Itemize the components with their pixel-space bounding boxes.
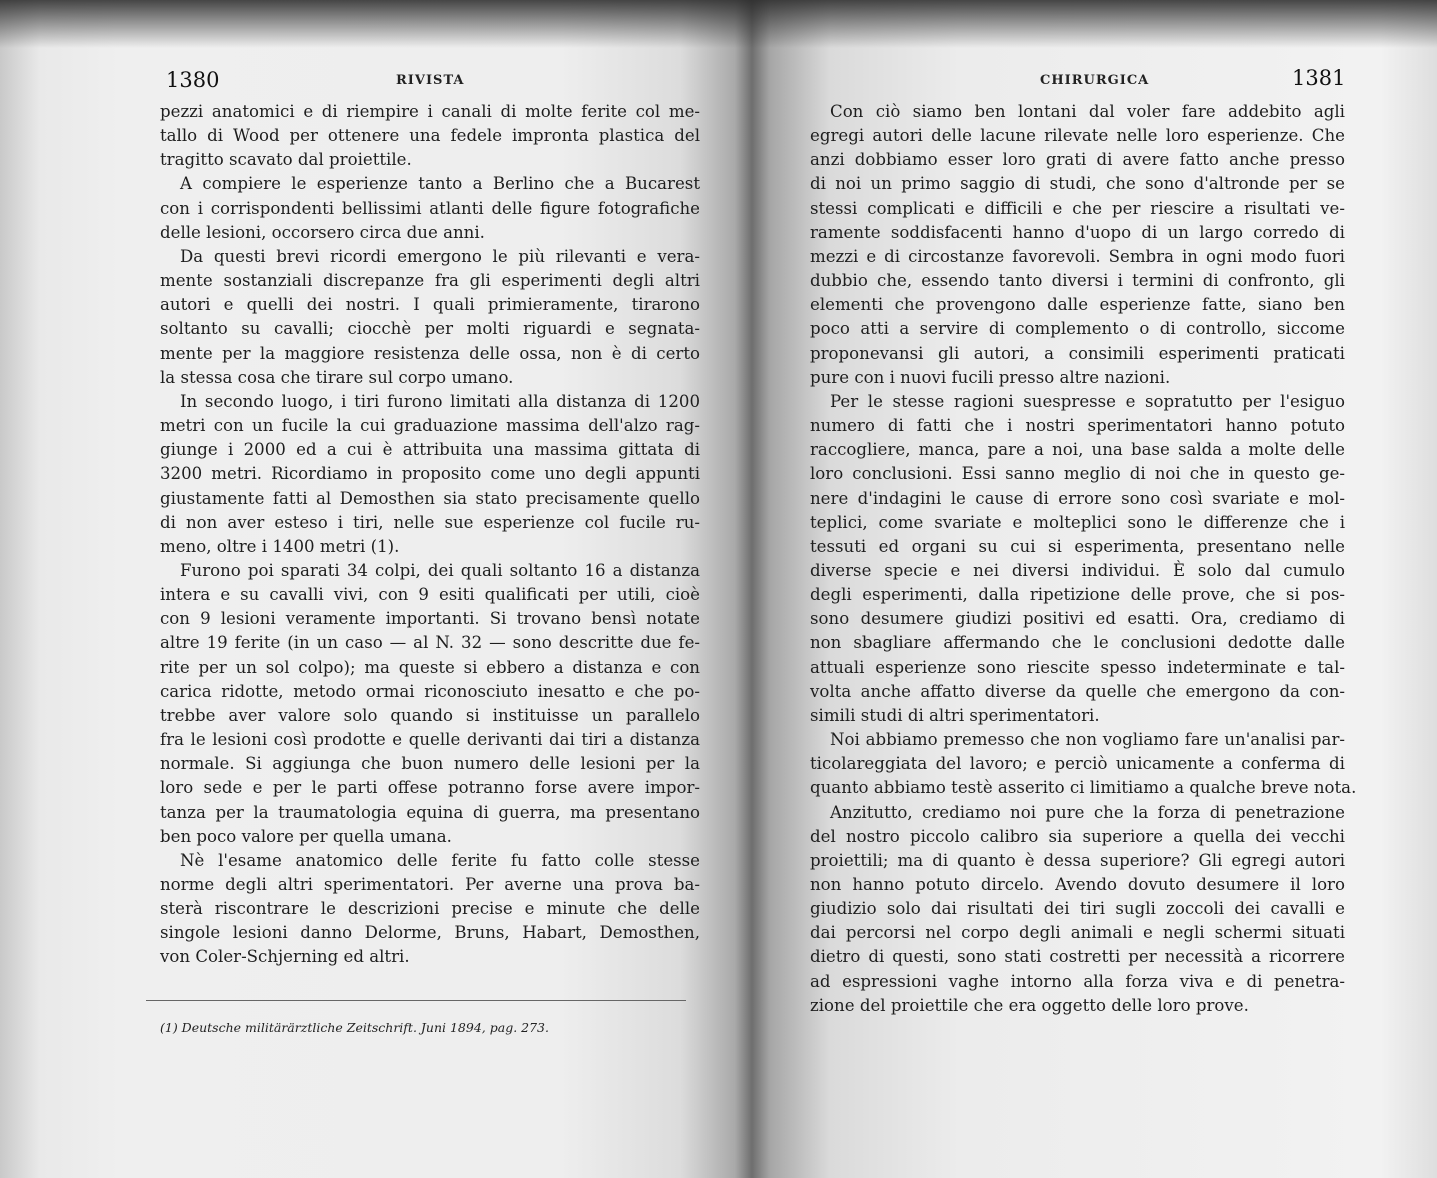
text-line: rite per un sol colpo); ma queste si ebbero a distanza e con [160,657,700,677]
text-line: autori e quelli dei nostri. I quali primieramente, tirarono [160,295,700,315]
right-body-text [810,100,1357,1018]
text-line: carica ridotte, metodo ormai riconosciuto inesatto e che po- [160,681,700,701]
text-line: fra le lesioni così prodotte e quelle derivanti dai tiri a distanza [160,730,700,750]
text-line: poco atti a servire di complemento o di controllo, siccome [810,319,1345,339]
text-line: tragitto scavato dal proiettile. [160,150,412,170]
text-line: Da questi brevi ricordi emergono le più rilevanti e vera- [180,246,700,266]
text-line: proponevansi gli autori, a consimili esperimenti praticati [810,343,1345,363]
text-line: con i corrispondenti bellissimi atlanti delle figure fotografiche [160,198,700,218]
left-paragraph [160,172,700,244]
text-line: altre 19 ferite (in un caso — al N. 32 — sono descritte due fe- [160,633,700,653]
text-line: mente sostanziali discrepanze fra gli esperimenti degli altri [160,271,700,291]
text-line: In secondo luogo, i tiri furono limitati alla distanza di 1200 [180,391,700,411]
text-line: tallo di Wood per ottenere una fedele impronta plastica del [160,126,700,146]
left-paragraph [160,559,700,849]
text-line: ramente soddisfacenti hanno d'uopo di un largo corredo di [810,222,1345,242]
text-line: tanza per la traumatologia equina di guerra, ma presentano [160,802,700,822]
left-paragraph [160,100,700,172]
left-paragraph [160,849,700,970]
text-line: giudizio solo dai risultati dei tiri sugli zoccoli dei cavalli e [810,899,1345,919]
text-line: diverse specie e nei diversi individui. È solo dal cumulo [810,560,1345,580]
text-line: di non aver esteso i tiri, nelle sue esperienze col fucile ru- [160,512,700,532]
text-line: von Coler-Schjerning ed altri. [160,947,410,967]
text-line: A compiere le esperienze tanto a Berlino che a Bucarest [180,174,700,194]
text-line: Anzitutto, crediamo noi pure che la forza di penetrazione [830,802,1345,822]
text-line: soltanto su cavalli; ciocchè per molti riguardi e segnata- [160,319,700,339]
text-line: del nostro piccolo calibro sia superiore a quella dei vecchi [810,826,1345,846]
text-line: simili studi di altri sperimentatori. [810,705,1100,725]
text-line: egregi autori delle lacune rilevate nelle loro esperienze. Che [810,126,1345,146]
text-line: Per le stesse ragioni suespresse e sopratutto per l'esiguo [830,391,1345,411]
right-paragraph [810,728,1357,800]
left-body-text [160,100,700,970]
right-paragraph [810,390,1345,728]
left-footnote: (1) Deutsche militärärztliche Zeitschrift. Juni 1894, pag. 273. [160,1020,549,1035]
right-page-number: 1381 [1292,66,1346,90]
text-line: pure con i nuovi fucili presso altre nazioni. [810,367,1171,387]
text-line: giustamente fatti al Demosthen sia stato precisamente quello [160,488,700,508]
text-line: trebbe aver valore solo quando si instituisse un parallelo [160,705,700,725]
text-line: delle lesioni, occorsero circa due anni. [160,222,485,242]
text-line: elementi che provengono dalle esperienze fatte, siano ben [810,295,1345,315]
text-line: attuali esperienze sono riescite spesso indeterminate e tal- [810,657,1345,677]
text-line: degli esperimenti, dalla ripetizione delle prove, che si pos- [810,585,1345,605]
text-line: singole lesioni danno Delorme, Bruns, Habart, Demosthen, [160,923,700,943]
left-paragraph [160,245,700,390]
text-line: giunge i 2000 ed a cui è attribuita una massima gittata di [160,440,700,460]
text-line: proiettili; ma di quanto è dessa superiore? Gli egregi autori [810,850,1345,870]
text-line: non hanno potuto dircelo. Avendo dovuto desumere il loro [810,875,1345,894]
text-line: mente per la maggiore resistenza delle ossa, non è di certo [160,343,700,363]
right-page [760,0,1437,1178]
text-line: con 9 lesioni veramente importanti. Si trovano bensì notate [160,609,700,629]
text-line: ticolareggiata del lavoro; e perciò unicamente a conferma di [810,754,1345,774]
left-page-number: 1380 [166,68,220,92]
right-paragraph [810,801,1345,1018]
text-line: teplici, come svariate e molteplici sono le differenze che i [810,512,1345,532]
text-line: loro conclusioni. Essi sanno meglio di noi che in questo ge- [810,464,1345,484]
left-paragraph [160,390,700,559]
text-line: non sbagliare affermando che le conclusioni dedotte dalle [810,633,1345,653]
text-line: sterà riscontrare le descrizioni precise e minute che delle [160,899,700,919]
text-line: Con ciò siamo ben lontani dal voler fare addebito agli [830,102,1345,121]
text-line: Furono poi sparati 34 colpi, dei quali soltanto 16 a distanza [180,560,700,580]
text-line: meno, oltre i 1400 metri (1). [160,536,400,556]
right-running-head: CHIRURGICA [1040,73,1150,88]
text-line: zione del proiettile che era oggetto delle loro prove. [810,995,1249,1015]
text-line: di noi un primo saggio di studi, che sono d'altronde per se [810,174,1345,194]
text-line: loro sede e per le parti offese potranno forse avere impor- [160,778,700,798]
text-line: intera e su cavalli vivi, con 9 esiti qualificati per utili, cioè [160,585,700,605]
text-line: quanto abbiamo testè asserito ci limitiamo a qualche breve nota. [810,778,1357,798]
text-line: volta anche affatto diverse da quelle che emergono da con- [810,681,1345,701]
text-line: nere d'indagini le cause di errore sono così svariate e mol- [810,488,1345,508]
text-line: Noi abbiamo premesso che non vogliamo fare un'analisi par- [830,730,1345,750]
text-line: dubbio che, essendo tanto diversi i termini di confronto, gli [810,271,1345,291]
text-line: Nè l'esame anatomico delle ferite fu fatto colle stesse [180,850,700,870]
text-line: stessi complicati e difficili e che per riescire a risultati ve- [810,198,1345,218]
footnote-rule [146,1000,686,1001]
text-line: mezzi e di circostanze favorevoli. Sembra in ogni modo fuori [810,246,1345,266]
text-line: la stessa cosa che tirare sul corpo umano. [160,367,514,387]
text-line: tessuti ed organi su cui si esperimenta, presentano nelle [810,536,1345,556]
text-line: 3200 metri. Ricordiamo in proposito come uno degli appunti [160,464,700,484]
text-line: dai percorsi nel corpo degli animali e negli schermi situati [810,923,1345,943]
text-line: sono desumere giudizi positivi ed esatti. Ora, crediamo di [810,609,1345,629]
left-running-head: RIVISTA [396,73,465,88]
right-paragraph [810,100,1345,390]
text-line: dietro di questi, sono stati costretti per necessità a ricorrere [810,947,1345,967]
text-line: norme degli altri sperimentatori. Per averne una prova ba- [160,875,700,894]
text-line: ad espressioni vaghe intorno alla forza viva e di penetra- [810,971,1345,991]
text-line: anzi dobbiamo esser loro grati di avere fatto anche presso [810,150,1345,170]
text-line: normale. Si aggiunga che buon numero delle lesioni per la [160,754,700,774]
text-line: numero di fatti che i nostri sperimentatori hanno potuto [810,416,1345,436]
text-line: pezzi anatomici e di riempire i canali di molte ferite col me- [160,102,700,121]
text-line: metri con un fucile la cui graduazione massima dell'alzo rag- [160,416,700,436]
text-line: raccogliere, manca, pare a noi, una base salda a molte delle [810,440,1345,460]
text-line: ben poco valore per quella umana. [160,826,452,846]
